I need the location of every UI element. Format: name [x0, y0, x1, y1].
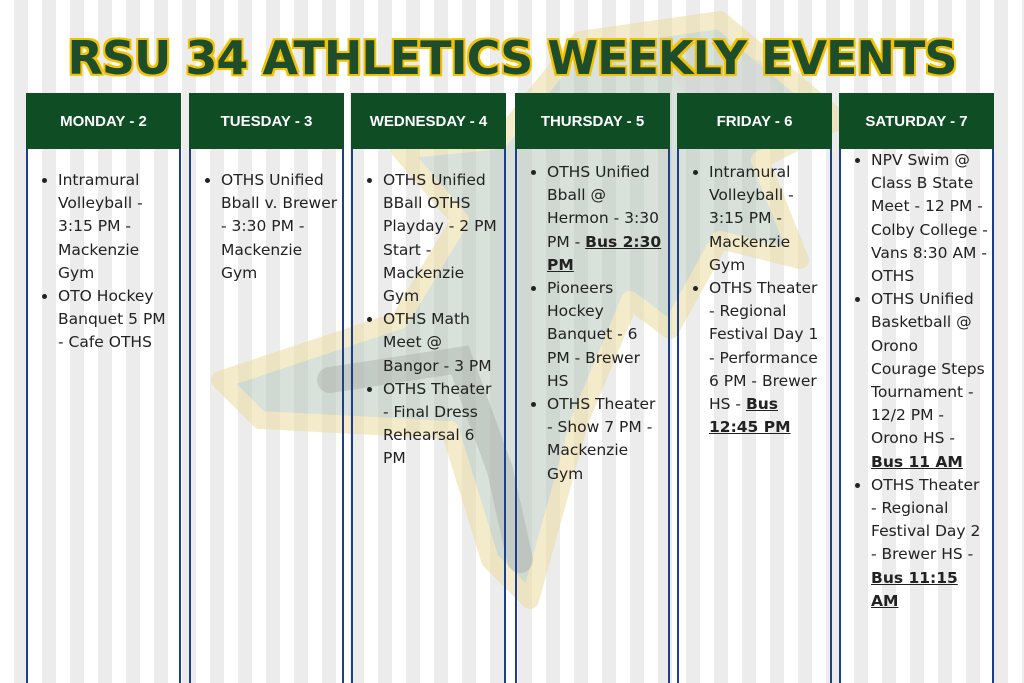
event-text: OTHS Unified Bball v. Brewer - 3:30 PM - Mackenzie Gym: [221, 171, 338, 282]
event-item: [221, 169, 338, 285]
day-header: MONDAY - 2: [26, 93, 181, 149]
day-column: [839, 93, 994, 683]
event-text: OTHS Unified Basketball @ Orono Courage Steps Tournament - 12/2 PM - Orono HS -: [871, 290, 985, 448]
event-item: [58, 285, 175, 355]
event-text: OTHS Unified BBall OTHS Playday - 2 PM Start - Mackenzie Gym: [383, 171, 497, 306]
day-header: FRIDAY - 6: [677, 93, 832, 149]
event-list: [191, 169, 342, 285]
event-text: OTHS Unified Bball @ Hermon - 3:30 PM -: [547, 163, 659, 251]
day-header: WEDNESDAY - 4: [351, 93, 506, 149]
day-events: [26, 149, 181, 683]
event-item: [871, 149, 988, 288]
day-column: [515, 93, 670, 683]
event-text: OTHS Theater - Regional Festival Day 2 - Brewer HS -: [871, 475, 981, 564]
event-item: [383, 169, 500, 308]
event-text: Pioneers Hockey Banquet - 6 PM - Brewer HS: [547, 279, 640, 390]
event-item: [547, 277, 664, 393]
bus-time: Bus 12:45 PM: [709, 395, 791, 437]
day-events: [515, 149, 670, 683]
event-text: Intramural Volleyball - 3:15 PM - Mackenzie Gym: [709, 163, 794, 274]
event-item: [871, 474, 988, 613]
event-item: [709, 277, 826, 439]
event-text: NPV Swim @ Class B State Meet - 12 PM - Colby College - Vans 8:30 AM - OTHS: [871, 151, 988, 286]
event-list: [353, 169, 504, 471]
day-events: [677, 149, 832, 683]
bus-time: Bus 11:15 AM: [871, 568, 958, 610]
day-events: [839, 149, 994, 683]
event-item: [709, 161, 826, 277]
event-text: OTHS Math Meet @ Bangor - 3 PM: [383, 310, 492, 375]
day-header: SATURDAY - 7: [839, 93, 994, 149]
event-item: [383, 308, 500, 378]
day-header: THURSDAY - 5: [515, 93, 670, 149]
event-item: [58, 169, 175, 285]
day-events: [351, 149, 506, 683]
event-list: [28, 169, 179, 355]
event-list: [841, 149, 992, 613]
day-column: [189, 93, 344, 683]
event-text: Intramural Volleyball - 3:15 PM - Mackenzie Gym: [58, 171, 143, 282]
event-text: OTHS Theater - Final Dress Rehearsal 6 PM: [383, 379, 492, 468]
event-text: OTHS Theater - Regional Festival Day 1 - Performance 6 PM - Brewer HS -: [709, 279, 819, 414]
event-list: [517, 161, 668, 486]
event-list: [679, 161, 830, 439]
bus-time: Bus 11 AM: [871, 452, 963, 471]
event-text: OTO Hockey Banquet 5 PM - Cafe OTHS: [58, 287, 166, 352]
day-column: [677, 93, 832, 683]
day-header: TUESDAY - 3: [189, 93, 344, 149]
event-item: [547, 161, 664, 277]
day-column: [351, 93, 506, 683]
event-item: [383, 378, 500, 471]
bus-time: Bus 2:30 PM: [547, 232, 662, 274]
event-item: [871, 288, 988, 474]
day-column: [26, 93, 181, 683]
event-item: [547, 393, 664, 486]
event-text: OTHS Theater - Show 7 PM - Mackenzie Gym: [547, 395, 656, 483]
page-title: RSU 34 ATHLETICS WEEKLY EVENTS: [67, 31, 957, 85]
day-events: [189, 149, 344, 683]
